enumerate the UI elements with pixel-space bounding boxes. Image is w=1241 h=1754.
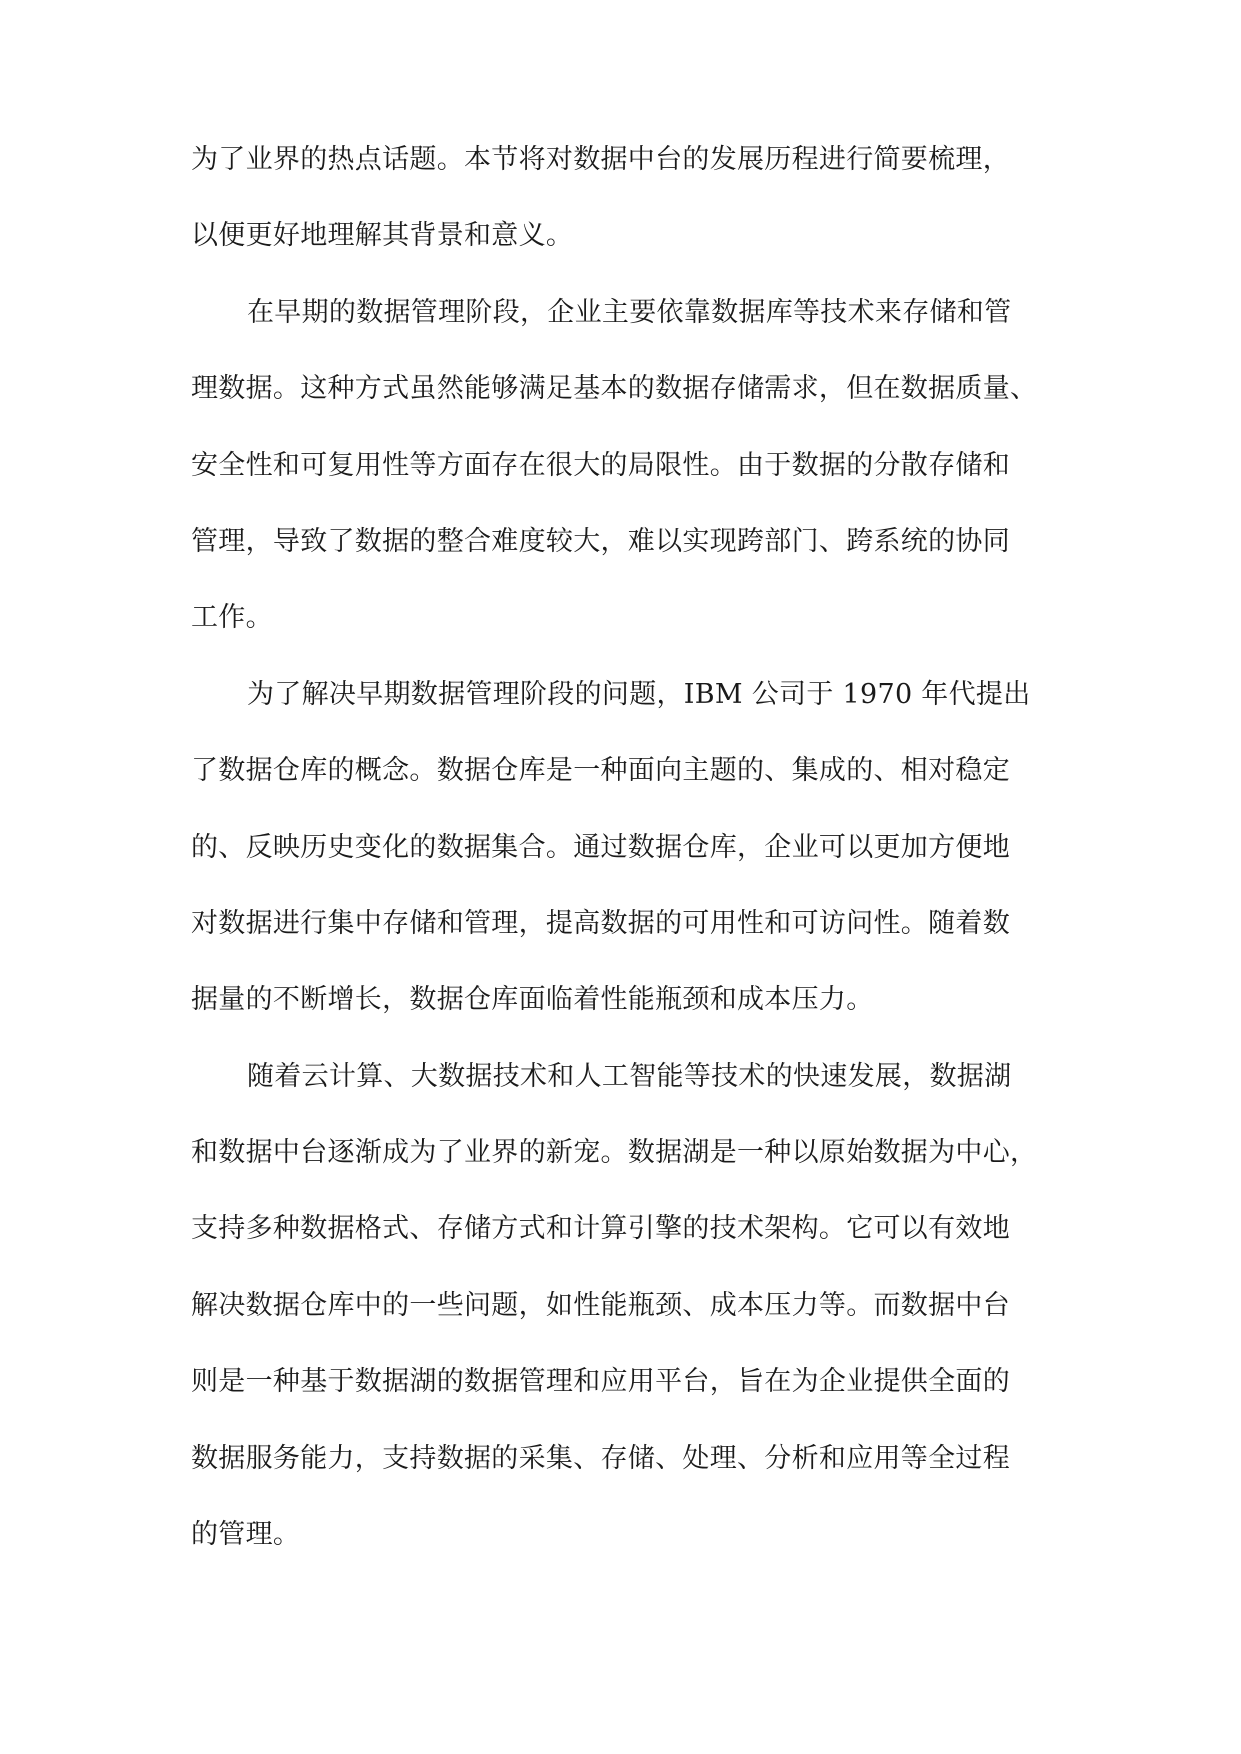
body-text [191, 140, 1067, 1591]
paragraph-2-line-3: 安全性和可复用性等方面存在很大的局限性。由于数据的分散存储和 [191, 449, 1010, 481]
paragraph-3-line-2: 了数据仓库的概念。数据仓库是一种面向主题的、集成的、相对稳定 [191, 755, 1010, 787]
paragraph-4-line-5: 则是一种基于数据湖的数据管理和应用平台，旨在为企业提供全面的 [191, 1366, 1010, 1398]
paragraph-2-line-2: 理数据。这种方式虽然能够满足基本的数据存储需求，但在数据质量、 [191, 373, 1038, 405]
paragraph-3-line-4: 对数据进行集中存储和管理，提高数据的可用性和可访问性。随着数 [191, 907, 1010, 939]
paragraph-1-line-1: 为了业界的热点话题。本节将对数据中台的发展历程进行简要梳理， [191, 144, 1010, 175]
paragraph-4-line-3: 支持多种数据格式、存储方式和计算引擎的技术架构。它可以有效地 [191, 1213, 1010, 1245]
paragraph-4-line-1: 随着云计算、大数据技术和人工智能等技术的快速发展，数据湖 [247, 1060, 1012, 1092]
paragraph-3-line-3: 的、反映历史变化的数据集合。通过数据仓库，企业可以更加方便地 [191, 831, 1010, 863]
paragraph-3-line-1: 为了解决早期数据管理阶段的问题，IBM 公司于 1970 年代提出 [247, 678, 1031, 710]
paragraph-2-line-4: 管理，导致了数据的整合难度较大，难以实现跨部门、跨系统的协同 [191, 525, 1010, 557]
paragraph-4-line-2: 和数据中台逐渐成为了业界的新宠。数据湖是一种以原始数据为中心， [191, 1137, 1038, 1169]
paragraph-4-line-7: 的管理。 [191, 1519, 301, 1551]
paragraph-3-line-5: 据量的不断增长，数据仓库面临着性能瓶颈和成本压力。 [191, 984, 874, 1016]
paragraph-2-line-5: 工作。 [191, 602, 273, 634]
paragraph-1-line-2: 以便更好地理解其背景和意义。 [191, 220, 574, 252]
paragraph-4-line-4: 解决数据仓库中的一些问题，如性能瓶颈、成本压力等。而数据中台 [191, 1289, 1010, 1321]
paragraph-2-line-1: 在早期的数据管理阶段，企业主要依靠数据库等技术来存储和管 [247, 296, 1012, 328]
paragraph-4-line-6: 数据服务能力，支持数据的采集、存储、处理、分析和应用等全过程 [191, 1442, 1010, 1474]
